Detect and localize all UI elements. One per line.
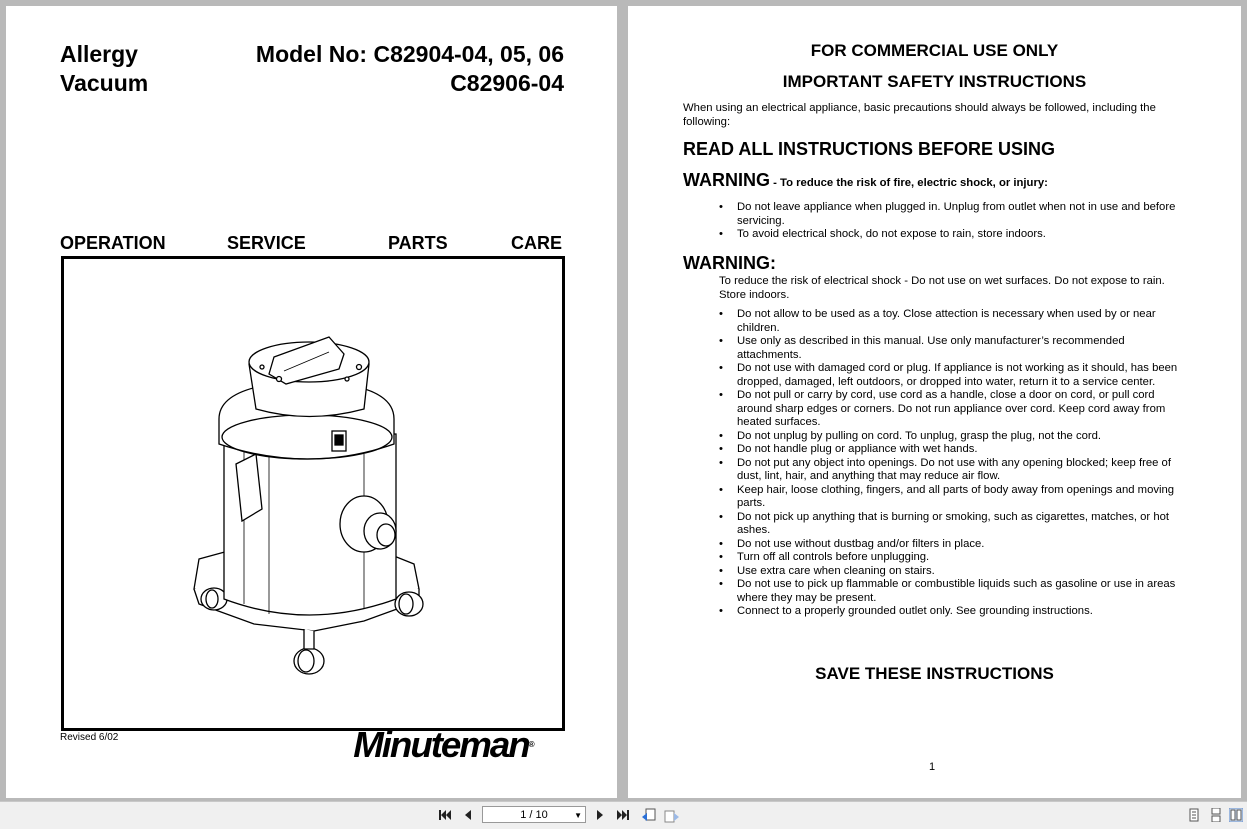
warning1-heading	[683, 170, 1048, 191]
viewer-toolbar	[0, 801, 1247, 829]
minuteman-logo: Minuteman®	[353, 724, 535, 765]
page-number-input[interactable]	[482, 806, 586, 823]
list-item: • Do not use without dustbag and/or filters in place.	[719, 538, 1186, 552]
list-item: • Do not put any object into openings. Do not use with any opening blocked; keep free of dust, lint, hair, and anything that may reduce air flow.	[719, 457, 1186, 484]
category-care: CARE	[511, 233, 563, 253]
read-all-heading: READ ALL INSTRUCTIONS BEFORE USING	[683, 139, 1056, 159]
cover-page	[6, 6, 617, 798]
category-service: SERVICE	[227, 233, 306, 253]
last-page-icon[interactable]	[616, 808, 630, 822]
vacuum-illustration-frame	[61, 256, 565, 731]
page-number-value: 1 / 10	[520, 809, 548, 821]
list-item: • Turn off all controls before unplugging.	[719, 551, 1186, 565]
page-number: 1	[929, 761, 936, 773]
list-item: • Keep hair, loose clothing, fingers, and all parts of body away from openings and moving parts.	[719, 484, 1186, 511]
product-title-line2: Vacuum	[60, 70, 149, 96]
product-title-line1: Allergy	[60, 41, 138, 67]
warning2-heading: WARNING:	[683, 253, 776, 273]
safety-instructions-heading: IMPORTANT SAFETY INSTRUCTIONS	[782, 72, 1087, 91]
list-item: • Do not handle plug or appliance with wet hands.	[719, 443, 1186, 457]
list-item: • Use only as described in this manual. Use only manufacturer’s recommended attachments.	[719, 335, 1186, 362]
list-item: • Do not pick up anything that is burning or smoking, such as cigarettes, matches, or hot ashes.	[719, 511, 1186, 538]
prev-page-icon[interactable]	[461, 808, 475, 822]
go-back-icon[interactable]	[641, 808, 655, 822]
warning1-list	[719, 201, 1181, 242]
chevron-down-icon[interactable]: ▼	[574, 811, 582, 820]
list-item: • Connect to a properly grounded outlet only. See grounding instructions.	[719, 605, 1186, 619]
category-parts: PARTS	[388, 233, 448, 253]
list-item: • Do not use to pick up flammable or combustible liquids such as gasoline or use in areas where they may be present.	[719, 578, 1186, 605]
warning1-subtitle: - To reduce the risk of fire, electric shock, or injury:	[770, 177, 1048, 189]
warning2-paragraph: To reduce the risk of electrical shock - Do not use on wet surfaces. Do not expose to rain. Store indoors.	[719, 275, 1165, 301]
warning1-label: WARNING	[683, 170, 770, 190]
facing-view-icon[interactable]	[1229, 808, 1243, 822]
safety-page	[628, 6, 1241, 798]
next-page-icon[interactable]	[593, 808, 607, 822]
go-forward-icon[interactable]	[664, 808, 678, 822]
warning2-list	[719, 308, 1186, 619]
revision-date: Revised 6/02	[60, 732, 119, 743]
intro-paragraph: When using an electrical appliance, basic precautions should always be followed, including the following:	[683, 102, 1156, 128]
model-number-line2: C82906-04	[450, 70, 564, 96]
single-page-view-icon[interactable]	[1187, 808, 1201, 822]
vacuum-illustration	[64, 259, 562, 728]
category-operation: OPERATION	[60, 233, 166, 253]
list-item: • Do not pull or carry by cord, use cord as a handle, close a door on cord, or pull cord around sharp edges or corners. Do not run appliance over cord. Keep cord away from heated surfaces.	[719, 389, 1186, 430]
list-item: • Do not use with damaged cord or plug. If appliance is not working as it should, has been dropped, damaged, left outdoors, or dropped into water, return it to a service center.	[719, 362, 1186, 389]
list-item: • To avoid electrical shock, do not expose to rain, store indoors.	[719, 228, 1181, 242]
list-item: • Do not allow to be used as a toy. Close attection is necessary when used by or near children.	[719, 308, 1186, 335]
list-item: • Do not leave appliance when plugged in. Unplug from outlet when not in use and before servicing.	[719, 201, 1181, 228]
save-instructions-heading: SAVE THESE INSTRUCTIONS	[815, 664, 1054, 683]
list-item: • Use extra care when cleaning on stairs.	[719, 565, 1186, 579]
model-number-line1: Model No: C82904-04, 05, 06	[255, 41, 564, 67]
commercial-use-heading: FOR COMMERCIAL USE ONLY	[810, 41, 1059, 60]
continuous-view-icon[interactable]	[1209, 808, 1223, 822]
first-page-icon[interactable]	[438, 808, 452, 822]
list-item: • Do not unplug by pulling on cord. To unplug, grasp the plug, not the cord.	[719, 430, 1186, 444]
